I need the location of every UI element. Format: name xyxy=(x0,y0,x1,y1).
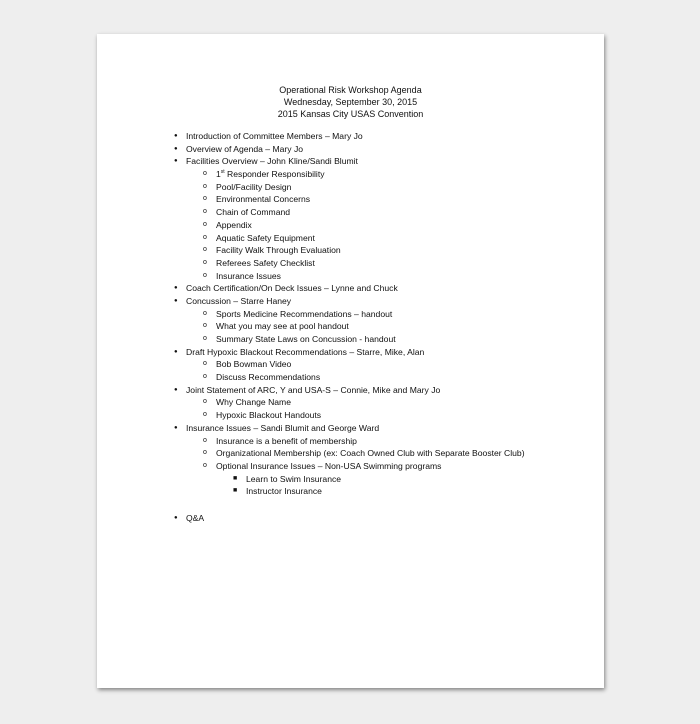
agenda-item-text: Discuss Recommendations xyxy=(216,372,321,383)
agenda-event: 2015 Kansas City USAS Convention xyxy=(277,109,424,119)
agenda-item-level-1 xyxy=(97,282,604,295)
agenda-item-text: Referees Safety Checklist xyxy=(216,257,315,268)
agenda-item-text: Hypoxic Blackout Handouts xyxy=(216,410,322,421)
agenda-item-text: Environmental Concerns xyxy=(216,194,311,205)
bullet-disc-icon: ● xyxy=(174,133,178,139)
agenda-item-level-2 xyxy=(97,371,604,384)
agenda-item-text: Bob Bowman Video xyxy=(216,359,292,370)
agenda-item-level-2 xyxy=(97,168,604,181)
agenda-item-text: Appendix xyxy=(216,219,252,230)
bullet-disc-icon: ● xyxy=(174,285,178,292)
bullet-disc-icon: ● xyxy=(174,297,178,304)
bullet-square-icon: ■ xyxy=(233,487,238,495)
agenda-item-level-2 xyxy=(97,396,604,409)
bullet-circle-icon: o xyxy=(203,461,207,469)
agenda-item-level-2 xyxy=(97,460,604,473)
agenda-item-level-2 xyxy=(97,181,604,194)
bullet-circle-icon: o xyxy=(203,309,207,317)
agenda-item-text: Learn to Swim Insurance xyxy=(246,473,342,484)
agenda-item-level-1 xyxy=(97,346,604,359)
agenda-item-level-2 xyxy=(97,447,604,460)
bullet-circle-icon: o xyxy=(203,436,207,444)
document-page xyxy=(97,34,604,688)
bullet-disc-icon: ● xyxy=(174,158,178,165)
bullet-circle-icon: o xyxy=(203,322,207,330)
agenda-item-text: Joint Statement of ARC, Y and USA-S – Connie, Mike and Mary Jo xyxy=(186,384,441,395)
agenda-item-text: Coach Certification/On Deck Issues – Lynne and Chuck xyxy=(186,283,398,294)
agenda-item-text: Concussion – Starre Haney xyxy=(186,295,292,306)
bullet-disc-icon: ● xyxy=(174,386,178,393)
agenda-item-level-2 xyxy=(97,320,604,333)
agenda-item-level-1 xyxy=(97,295,604,308)
agenda-item-text: Sports Medicine Recommendations – handout xyxy=(216,308,393,319)
bullet-circle-icon: o xyxy=(203,373,207,381)
agenda-item-text: Summary State Laws on Concussion - handout xyxy=(216,334,396,344)
agenda-item-text: Q&A xyxy=(186,512,205,523)
bullet-circle-icon: o xyxy=(203,208,207,216)
agenda-item-level-2 xyxy=(97,308,604,321)
agenda-item-text: Why Change Name xyxy=(216,397,291,408)
bullet-circle-icon: o xyxy=(203,360,207,368)
agenda-item-text: Overview of Agenda – Mary Jo xyxy=(186,143,304,154)
agenda-item-text: Insurance is a benefit of membership xyxy=(216,435,357,446)
bullet-circle-icon: o xyxy=(203,411,207,419)
agenda-item-text: Facilities Overview – John Kline/Sandi Blumit xyxy=(186,156,358,167)
agenda-item-level-1 xyxy=(97,143,604,156)
agenda-item-level-2 xyxy=(97,333,604,346)
bullet-circle-icon: o xyxy=(203,246,207,254)
bullet-disc-icon: ● xyxy=(174,145,178,152)
agenda-item-text: Optional Insurance Issues – Non-USA Swimming programs xyxy=(216,460,442,471)
bullet-circle-icon: o xyxy=(203,170,207,178)
agenda-item-text: What you may see at pool handout xyxy=(216,321,349,332)
agenda-item-level-1 xyxy=(97,155,604,168)
agenda-item-text: Pool/Facility Design xyxy=(216,181,292,192)
agenda-item-level-2 xyxy=(97,244,604,257)
agenda-item-level-2 xyxy=(97,409,604,422)
agenda-list xyxy=(97,130,604,525)
agenda-item-text: Chain of Command xyxy=(216,207,291,218)
agenda-item-level-1 xyxy=(97,512,604,525)
bullet-square-icon: ■ xyxy=(233,474,238,482)
agenda-item-level-3 xyxy=(97,485,604,498)
agenda-item-level-2 xyxy=(97,193,604,206)
bullet-disc-icon: ● xyxy=(174,424,178,431)
agenda-item-level-1 xyxy=(97,130,604,143)
agenda-item-level-2 xyxy=(97,270,604,283)
agenda-item-text: Draft Hypoxic Blackout Recommendations – Starre, Mike, Alan xyxy=(186,346,425,357)
bullet-circle-icon: o xyxy=(203,258,207,266)
agenda-item-level-3 xyxy=(97,473,604,486)
agenda-date: Wednesday, September 30, 2015 xyxy=(283,97,418,107)
agenda-item-level-2 xyxy=(97,257,604,270)
agenda-item-level-2 xyxy=(97,358,604,371)
agenda-item-level-2 xyxy=(97,232,604,245)
agenda-item-text: Introduction of Committee Members – Mary Jo xyxy=(186,131,363,141)
agenda-item-level-1 xyxy=(97,384,604,397)
agenda-item-text: Aquatic Safety Equipment xyxy=(216,232,315,243)
bullet-circle-icon: o xyxy=(203,449,207,457)
agenda-title: Operational Risk Workshop Agenda xyxy=(279,85,422,95)
bullet-circle-icon: o xyxy=(203,195,207,203)
agenda-item-text: Insurance Issues xyxy=(216,270,281,281)
bullet-disc-icon: ● xyxy=(174,348,178,355)
bullet-circle-icon: o xyxy=(203,220,207,228)
agenda-item-level-1 xyxy=(97,422,604,435)
agenda-item-text: Instructor Insurance xyxy=(246,486,322,497)
agenda-item-level-2 xyxy=(97,219,604,232)
agenda-item-text: Insurance Issues – Sandi Blumit and George Ward xyxy=(186,422,380,433)
bullet-disc-icon: ● xyxy=(174,514,178,521)
bullet-circle-icon: o xyxy=(203,182,207,190)
bullet-circle-icon: o xyxy=(203,398,207,406)
agenda-item-text: Facility Walk Through Evaluation xyxy=(216,245,341,256)
bullet-circle-icon: o xyxy=(203,335,207,342)
agenda-item-text: Organizational Membership (ex: Coach Owned Club with Separate Booster Club) xyxy=(216,448,525,459)
bullet-circle-icon: o xyxy=(203,233,207,241)
agenda-item-text: 1st Responder Responsibility xyxy=(216,169,325,180)
agenda-item-level-2 xyxy=(97,206,604,219)
bullet-circle-icon: o xyxy=(203,271,207,279)
agenda-item-level-2 xyxy=(97,435,604,448)
